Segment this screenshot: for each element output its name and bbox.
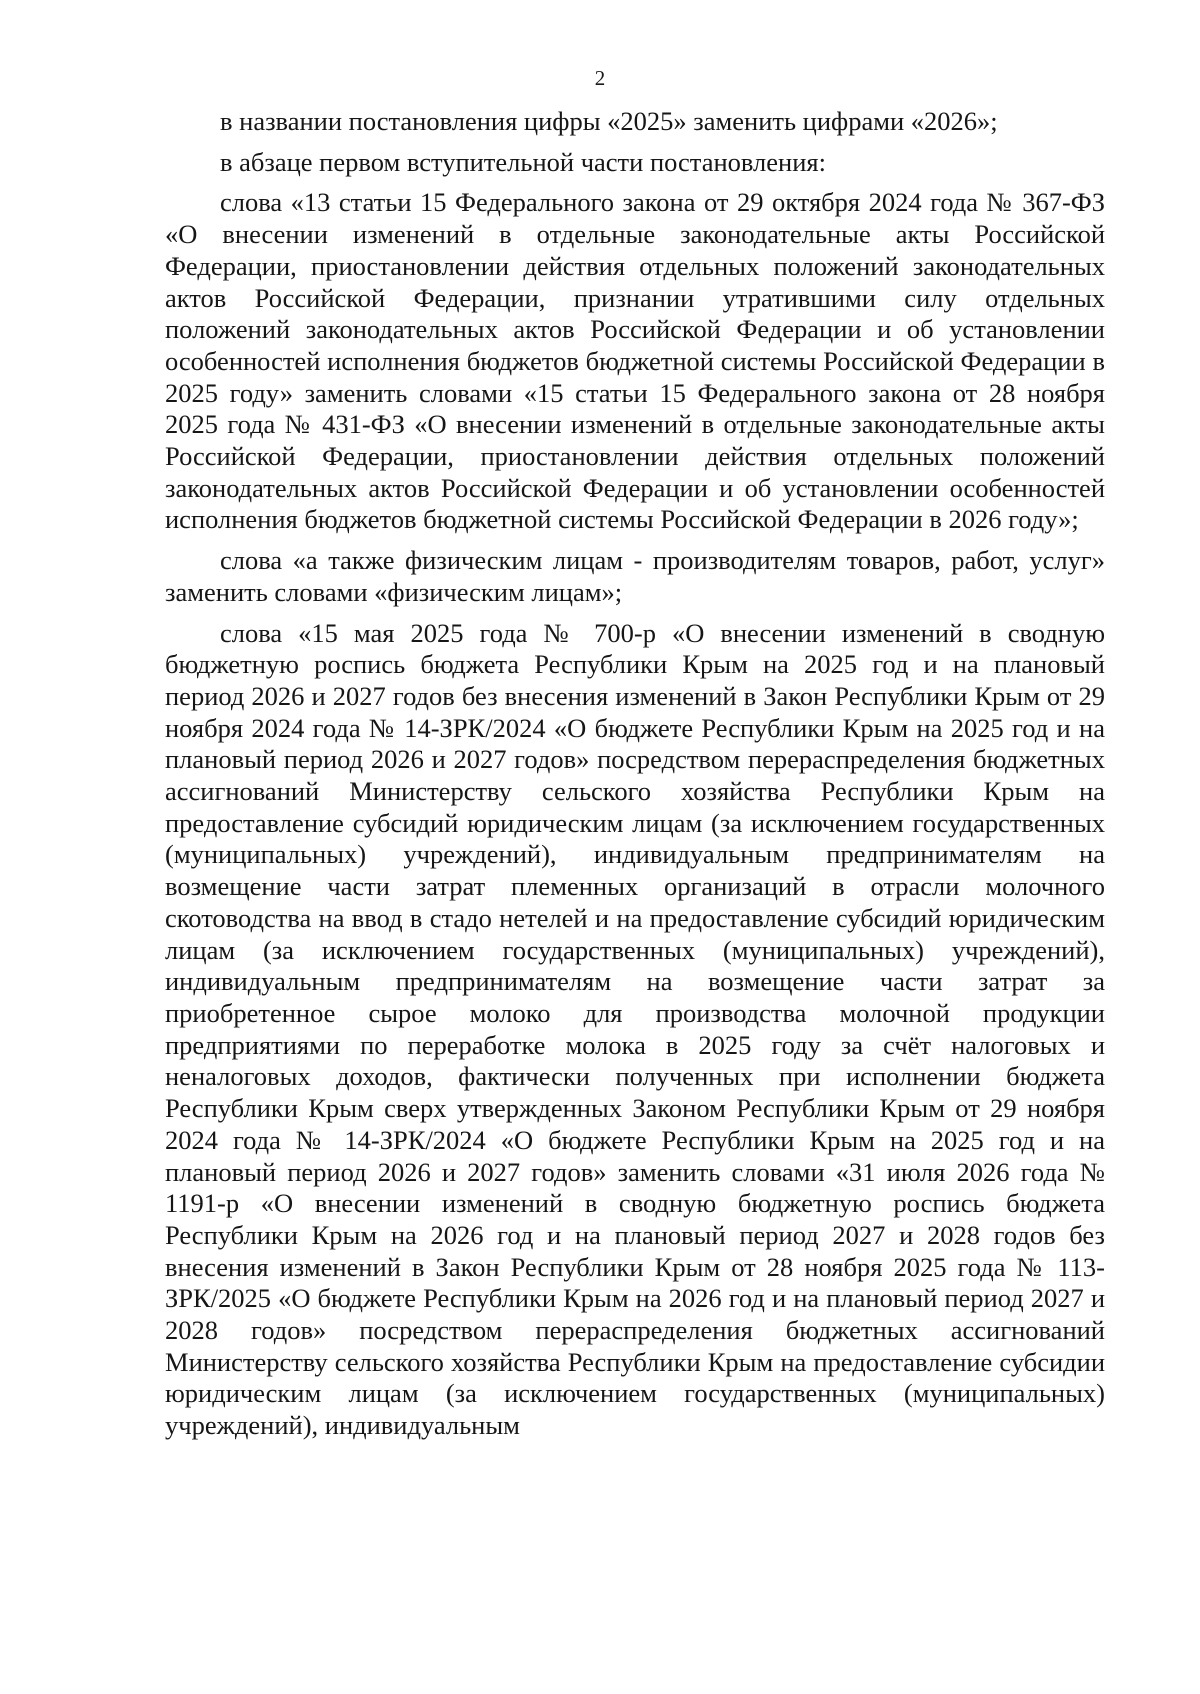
paragraph-federal-law-replacement: слова «13 статьи 15 Федерального закона от 29 октября 2024 года № 367-ФЗ «О внесении изменений в отдельные законодательные акты Российской Федерации, приостановлении действия отдельных положений законодательных актов Российской Федерации, признании утратившими силу отдельных положений законодательных актов Российской Федерации и об установлении особенностей исполнения бюджетов бюджетной системы Российской Федерации в 2025 году» заменить словами «15 статьи 15 Федерального закона от 28 ноября 2025 года № 431-ФЗ «О внесении изменений в отдельные законодательные акты Российской Федерации, приостановлении действия отдельных положений законодательных актов Российской Федерации и об установлении особенностей исполнения бюджетов бюджетной системы Российской Федерации в 2026 году»;: [165, 187, 1105, 535]
document-body: [165, 106, 1105, 1442]
paragraph-budget-order-replacement: слова «15 мая 2025 года № 700-р «О внесении изменений в сводную бюджетную роспись бюджета Республики Крым на 2025 год и на плановый период 2026 и 2027 годов без внесения изменений в Закон Республики Крым от 29 ноября 2024 года № 14-ЗРК/2024 «О бюджете Республики Крым на 2025 год и на плановый период 2026 и 2027 годов» посредством перераспределения бюджетных ассигнований Министерству сельского хозяйства Республики Крым на предоставление субсидий юридическим лицам (за исключением государственных (муниципальных) учреждений), индивидуальным предпринимателям на возмещение части затрат племенных организаций в отрасли молочного скотоводства на ввод в стадо нетелей и на предоставление субсидий юридическим лицам (за исключением государственных (муниципальных) учреждений), индивидуальным предпринимателям на возмещение части затрат за приобретенное сырое молоко для производства молочной продукции предприятиями по переработке молока в 2025 году за счёт налоговых и неналоговых доходов, фактически полученных при исполнении бюджета Республики Крым сверх утвержденных Законом Республики Крым от 29 ноября 2024 года № 14-ЗРК/2024 «О бюджете Республики Крым на 2025 год и на плановый период 2026 и 2027 годов» заменить словами «31 июля 2026 года № 1191-р «О внесении изменений в сводную бюджетную роспись бюджета Республики Крым на 2026 год и на плановый период 2027 и 2028 годов без внесения изменений в Закон Республики Крым от 28 ноября 2025 года № 113-ЗРК/2025 «О бюджете Республики Крым на 2026 год и на плановый период 2027 и 2028 годов» посредством перераспределения бюджетных ассигнований Министерству сельского хозяйства Республики Крым на предоставление субсидии юридическим лицам (за исключением государственных (муниципальных) учреждений), индивидуальным: [165, 617, 1105, 1441]
paragraph-individuals-replacement: слова «а также физическим лицам - производителям товаров, работ, услуг» заменить словами «физическим лицам»;: [165, 545, 1105, 607]
paragraph-title-change: в названии постановления цифры «2025» заменить цифрами «2026»;: [220, 106, 998, 136]
paragraph-intro-part: в абзаце первом вступительной части постановления:: [220, 146, 826, 177]
page-number: 2: [594, 66, 606, 90]
